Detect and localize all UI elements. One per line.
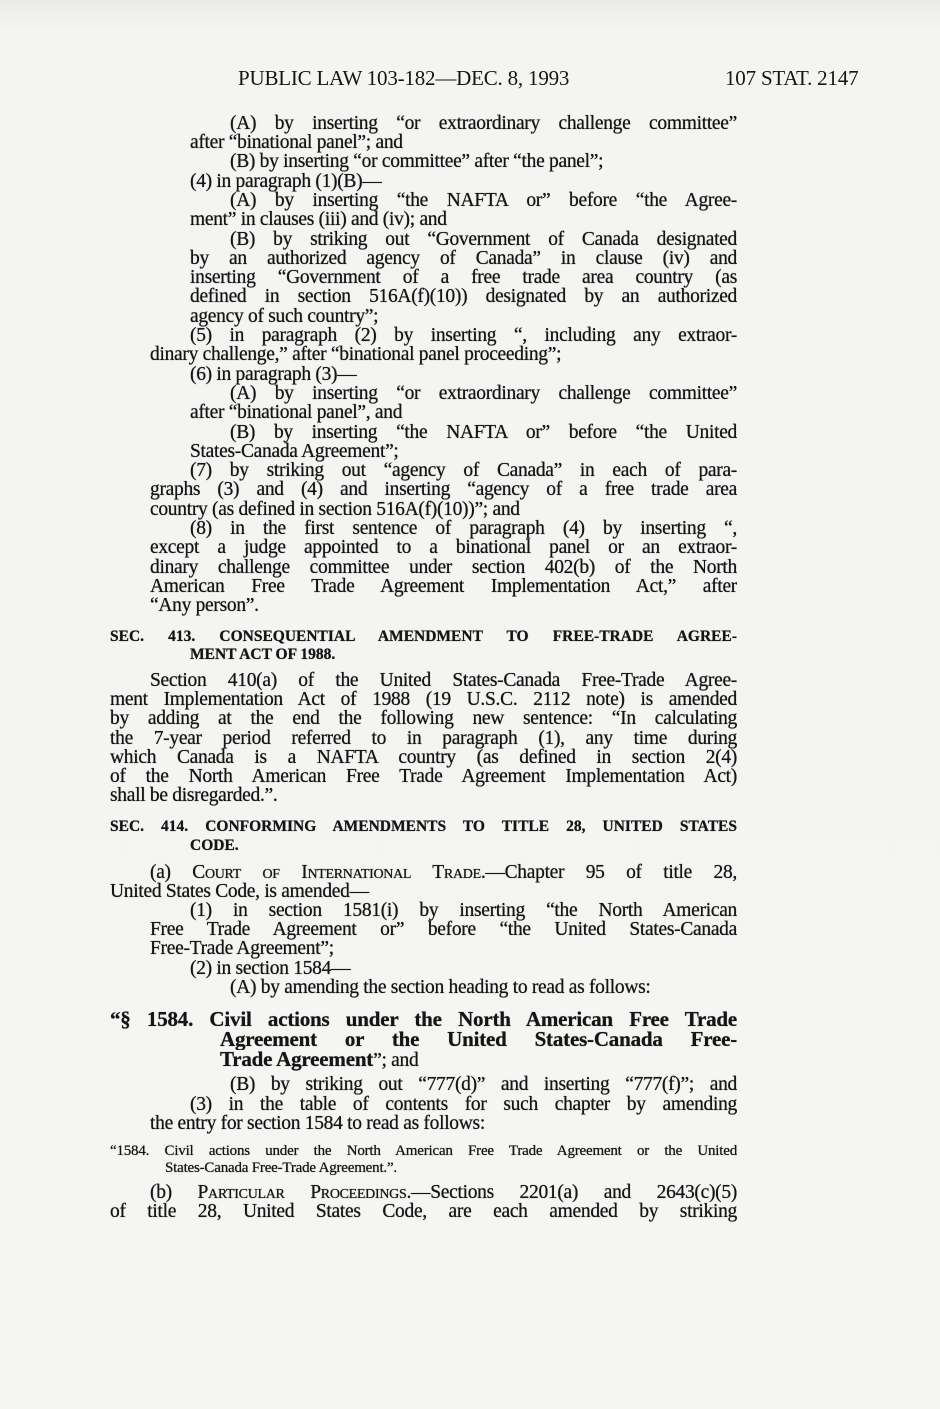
- text-line: (B) by striking out “Government of Canada designated: [230, 229, 737, 250]
- section-heading-413: SEC. 413. CONSEQUENTIAL AMENDMENT TO FREE-TRADE AGREE-: [110, 628, 737, 645]
- text-line: (B) by inserting “the NAFTA or” before “the United: [230, 422, 737, 443]
- subsection-heading: Court of International Trade: [192, 862, 481, 883]
- section-heading-414: SEC. 414. CONFORMING AMENDMENTS TO TITLE 28, UNITED STATES: [110, 818, 737, 835]
- text-line: after “binational panel”, and: [190, 402, 403, 423]
- subsection-label: (a): [150, 862, 193, 883]
- text-line: (4) in paragraph (1)(B)—: [190, 171, 382, 192]
- table-of-contents-entry: “1584. Civil actions under the North American Free Trade Agreement or the United: [110, 1143, 737, 1159]
- text-line: Free Trade Agreement or” before “the United States-Canada: [150, 919, 737, 940]
- text-line: (5) in paragraph (2) by inserting “, including any extraor-: [190, 325, 737, 346]
- text-line: the 7-year period referred to in paragraph (1), any time during: [110, 728, 737, 749]
- quoted-section-heading-cont: Agreement or the United States-Canada Free-: [220, 1028, 737, 1050]
- text-line: defined in section 516A(f)(10)) designated by an authorized: [190, 286, 737, 307]
- text-line: American Free Trade Agreement Implementation Act,” after: [150, 576, 737, 597]
- quoted-section-heading: “§ 1584. Civil actions under the North American Free Trade: [110, 1008, 737, 1030]
- text-line: the entry for section 1584 to read as follows:: [150, 1113, 485, 1134]
- text-line: by adding at the end the following new sentence: “In calculating: [110, 708, 737, 729]
- text-line: (8) in the first sentence of paragraph (4) by inserting “,: [190, 518, 737, 539]
- text-line: country (as defined in section 516A(f)(10))”; and: [150, 499, 520, 520]
- text-line: Free-Trade Agreement”;: [150, 938, 334, 959]
- text-line: ment Implementation Act of 1988 (19 U.S.C. 2112 note) is amended: [110, 689, 737, 710]
- text-line: (B) by inserting “or committee” after “the panel”;: [230, 151, 604, 172]
- section-heading-413-cont: MENT ACT OF 1988.: [190, 646, 336, 663]
- text-line: (6) in paragraph (3)—: [190, 364, 357, 385]
- subsection-label: (b): [150, 1182, 198, 1203]
- subsection-text: .—Chapter 95 of title 28,: [480, 862, 737, 883]
- text-line: ment” in clauses (iii) and (iv); and: [190, 209, 447, 230]
- text-line: (1) in section 1581(i) by inserting “the North American: [190, 900, 737, 921]
- text-line: (B) by striking out “777(d)” and inserting “777(f)”; and: [230, 1074, 737, 1095]
- text-line: United States Code, is amended—: [110, 881, 369, 902]
- subsection-text: .—Sections 2201(a) and 2643(c)(5): [406, 1182, 737, 1203]
- text-line: agency of such country”;: [190, 306, 379, 327]
- text-line: (2) in section 1584—: [190, 958, 351, 979]
- text-line: except a judge appointed to a binational panel or an extraor-: [150, 537, 737, 558]
- text-line: States-Canada Agreement”;: [190, 441, 399, 462]
- text-line: (A) by amending the section heading to read as follows:: [230, 977, 651, 998]
- text-line: of title 28, United States Code, are each amended by striking: [110, 1201, 737, 1222]
- table-of-contents-entry-cont: States-Canada Free-Trade Agreement.”.: [165, 1160, 397, 1176]
- text-line: (A) by inserting “the NAFTA or” before “the Agree-: [230, 190, 737, 211]
- text-line: (7) by striking out “agency of Canada” in each of para-: [190, 460, 737, 481]
- running-header-stat-page: 107 STAT. 2147: [725, 66, 859, 90]
- text-line: Section 410(a) of the United States-Canada Free-Trade Agree-: [150, 670, 737, 691]
- text-line: shall be disregarded.”.: [110, 785, 278, 806]
- subsection-heading: Particular Proceedings: [197, 1182, 407, 1203]
- text-line: graphs (3) and (4) and inserting “agency of a free trade area: [150, 479, 737, 500]
- quoted-heading-text: Trade Agreement: [220, 1047, 374, 1071]
- text-line: by an authorized agency of Canada” in clause (iv) and: [190, 248, 737, 269]
- text-fragment: ”; and: [373, 1050, 419, 1071]
- text-line: after “binational panel”; and: [190, 132, 403, 153]
- section-heading-414-cont: CODE.: [190, 837, 239, 854]
- text-line: (A) by inserting “or extraordinary challenge committee”: [230, 113, 737, 134]
- quoted-section-heading-end: [220, 1048, 418, 1072]
- running-header-title: PUBLIC LAW 103-182—DEC. 8, 1993: [238, 66, 570, 90]
- text-line: dinary challenge,” after “binational panel proceeding”;: [150, 344, 562, 365]
- text-line: which Canada is a NAFTA country (as defined in section 2(4): [110, 747, 737, 768]
- text-line: of the North American Free Trade Agreement Implementation Act): [110, 766, 737, 787]
- text-line: “Any person”.: [150, 595, 259, 616]
- text-line: dinary challenge committee under section 402(b) of the North: [150, 557, 737, 578]
- text-line: (3) in the table of contents for such chapter by amending: [190, 1094, 737, 1115]
- text-line: inserting “Government of a free trade area country (as: [190, 267, 737, 288]
- text-line: (A) by inserting “or extraordinary challenge committee”: [230, 383, 737, 404]
